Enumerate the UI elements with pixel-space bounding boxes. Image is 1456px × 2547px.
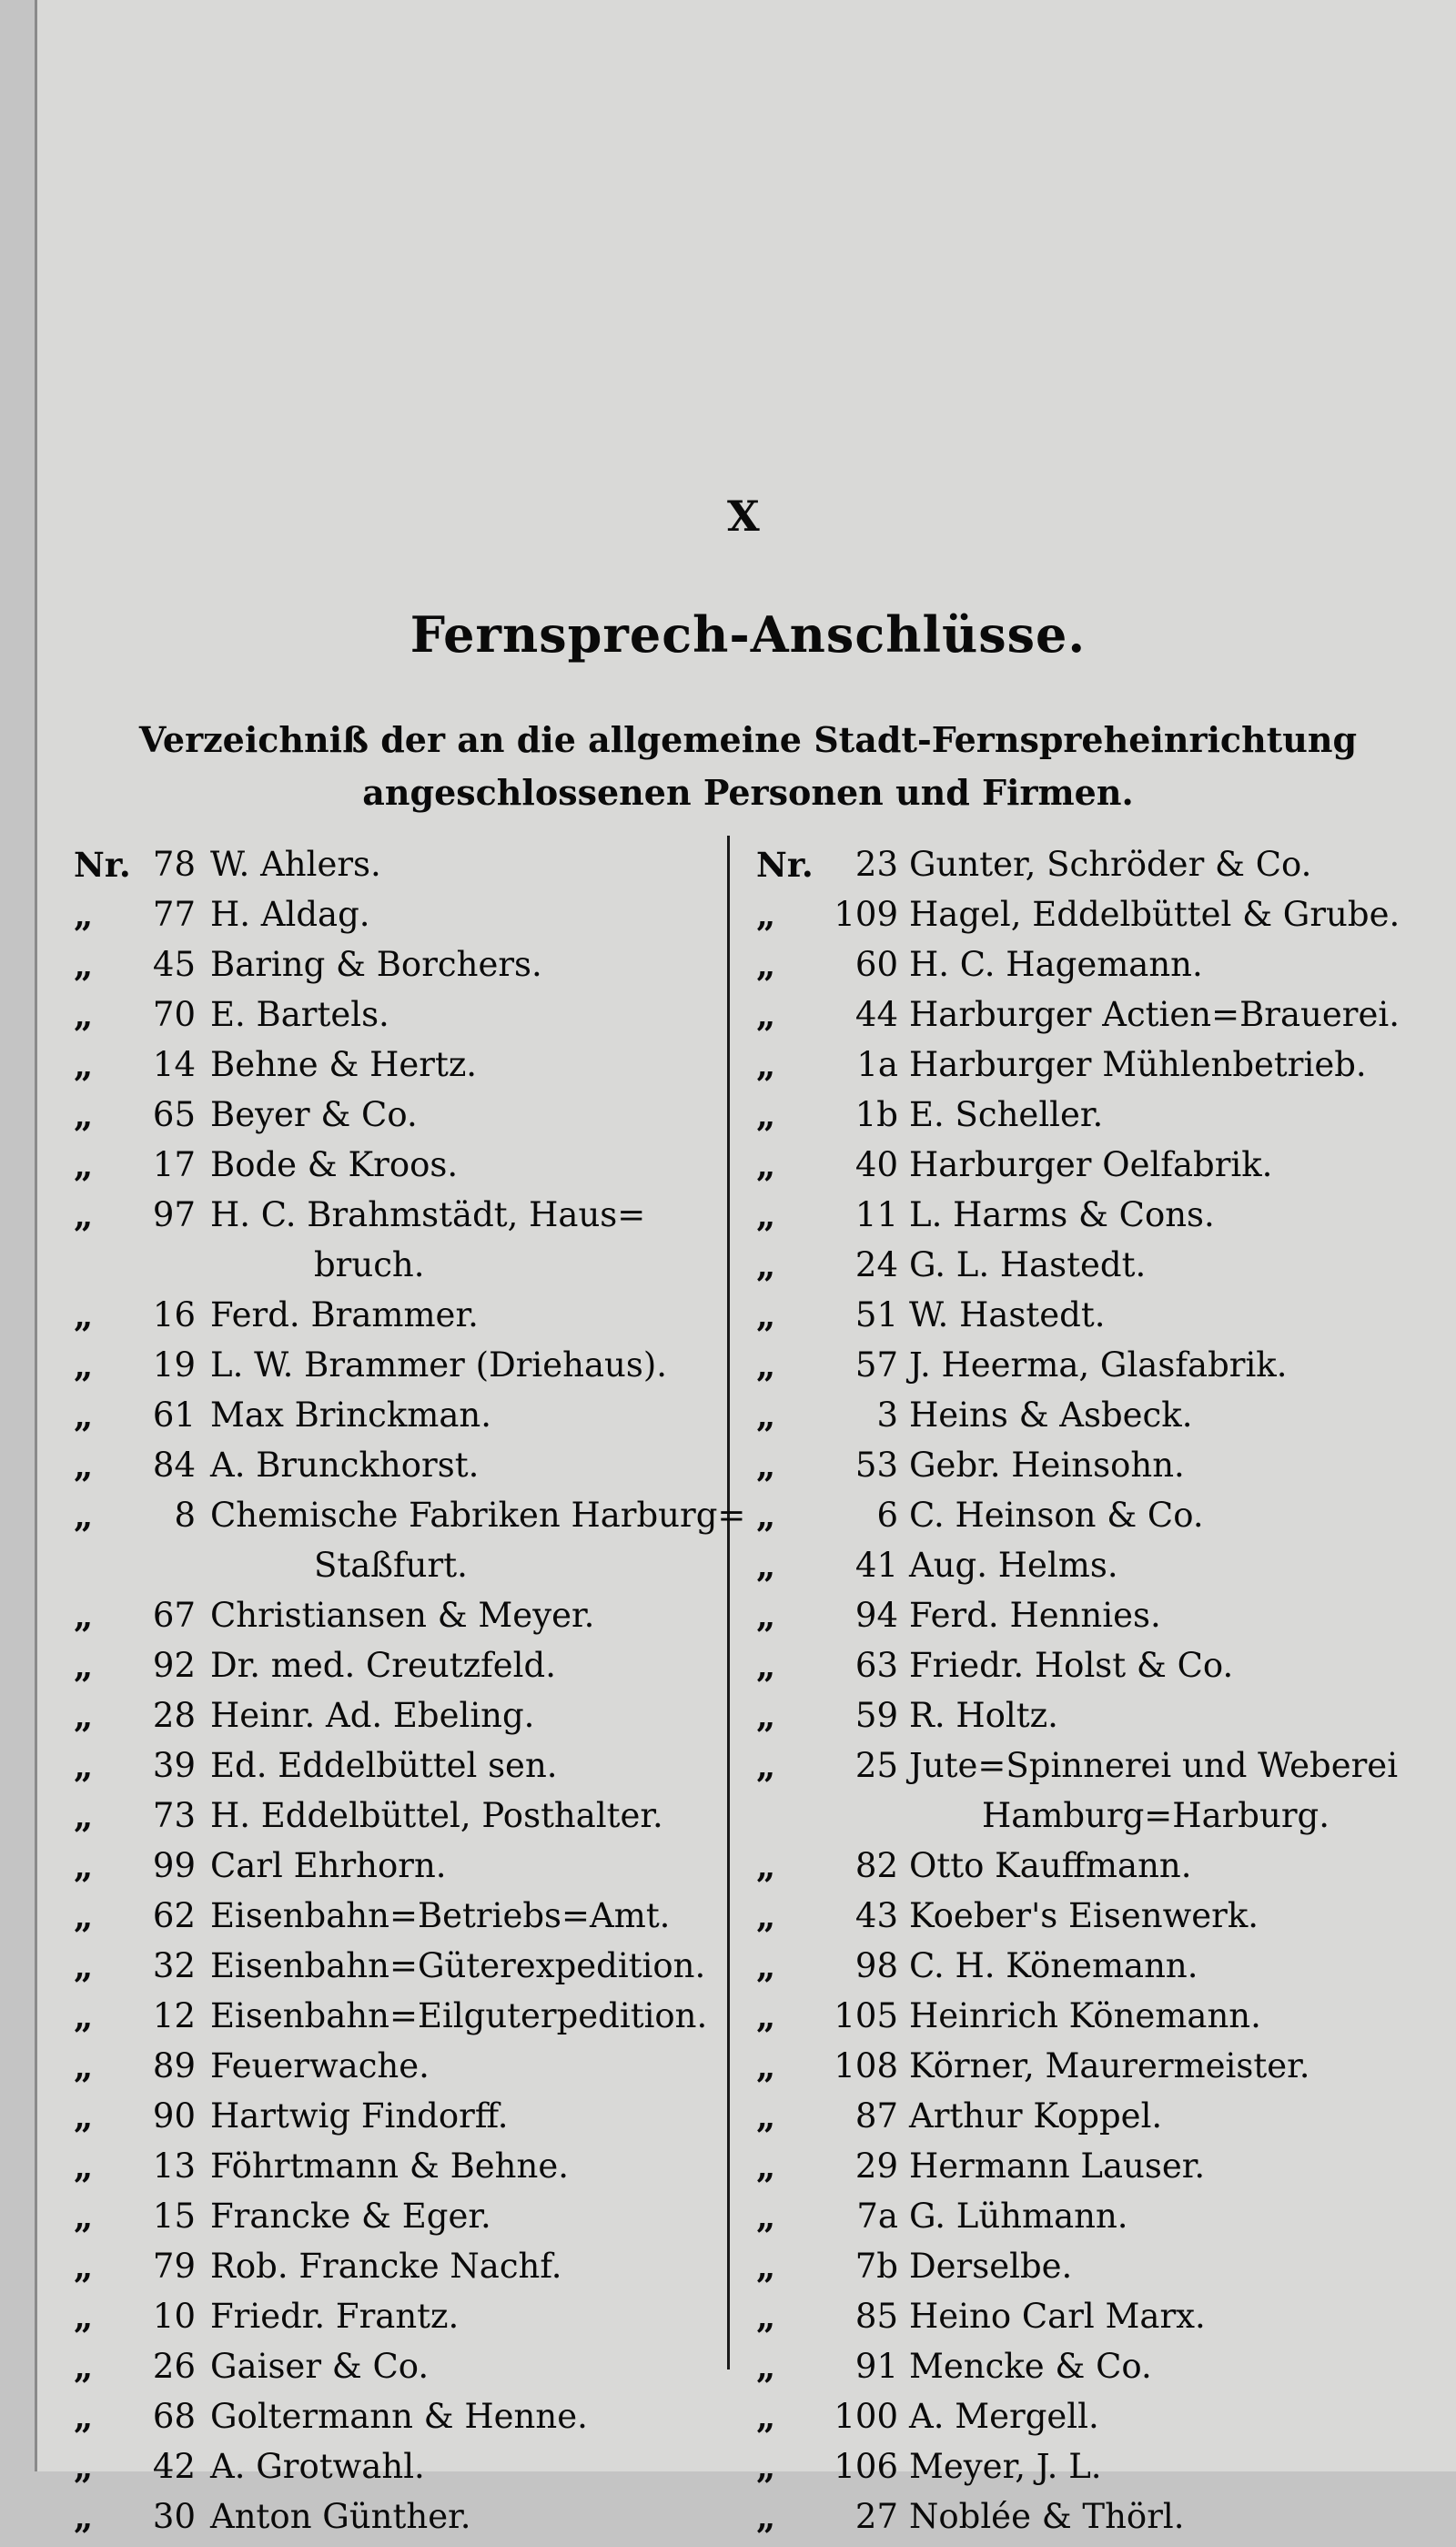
entry-name: Ferd. Brammer.	[210, 1295, 479, 1334]
entry-name: Föhrtmann & Behne.	[210, 2146, 569, 2186]
entry-number: 7a	[856, 2197, 898, 2236]
entry-number: 32	[152, 1946, 196, 1985]
entry-prefix: „	[756, 1596, 776, 1636]
entry-name: Feuerwache.	[210, 2046, 430, 2085]
entry-number: 85	[854, 2297, 898, 2336]
entry-name: Otto Kauffmann.	[909, 1846, 1192, 1885]
directory-entry	[756, 1946, 1456, 1996]
entry-prefix: „	[756, 945, 776, 985]
entry-number: 78	[152, 845, 196, 884]
entry-prefix: „	[74, 1946, 94, 1986]
entry-prefix: „	[74, 1996, 94, 2036]
directory-entry	[74, 1796, 747, 1846]
entry-name: Harburger Oelfabrik.	[909, 1145, 1273, 1184]
entry-prefix: „	[756, 895, 776, 935]
entry-prefix: „	[74, 1095, 94, 1135]
entry-name: Derselbe.	[909, 2247, 1073, 2286]
entry-name: A. Brunckhorst.	[210, 1446, 480, 1485]
directory-entry	[756, 1145, 1456, 1195]
directory-entry	[74, 1496, 747, 1596]
entry-number: 1a	[856, 1045, 898, 1084]
entry-prefix: „	[756, 1846, 776, 1886]
entry-prefix: „	[756, 2046, 776, 2086]
entry-name: Heinrich Könemann.	[909, 1996, 1261, 2035]
directory-entry	[74, 1696, 747, 1746]
entry-number: 79	[152, 2247, 196, 2286]
entry-name: Christiansen & Meyer.	[210, 1596, 595, 1635]
directory-entry	[74, 1746, 747, 1796]
entry-name: Rob. Francke Nachf.	[210, 2247, 562, 2286]
entry-prefix: „	[756, 1646, 776, 1686]
entry-number: 14	[152, 1045, 196, 1084]
directory-entry	[756, 2347, 1456, 2397]
directory-entry	[74, 2397, 747, 2447]
entry-number: 77	[152, 895, 196, 934]
directory-entry	[74, 1446, 747, 1496]
entry-number: 45	[152, 945, 196, 984]
directory-entry	[74, 945, 747, 995]
entry-name: R. Holtz.	[909, 1696, 1058, 1735]
directory-entry	[756, 945, 1456, 995]
entry-prefix: „	[74, 1896, 94, 1936]
entry-prefix: „	[756, 1095, 776, 1135]
entry-number: 91	[854, 2347, 898, 2386]
directory-entry	[756, 1746, 1456, 1846]
entry-name: Baring & Borchers.	[210, 945, 542, 984]
directory-entry	[74, 2146, 747, 2197]
entry-number: 97	[152, 1195, 196, 1234]
entry-number: 59	[854, 1696, 898, 1735]
entry-number: 70	[152, 995, 196, 1034]
entry-name: A. Grotwahl.	[210, 2447, 425, 2486]
entry-prefix: „	[756, 2447, 776, 2487]
entry-name: Behne & Hertz.	[210, 1045, 478, 1084]
directory-entry	[756, 2497, 1456, 2547]
directory-entry	[74, 2447, 747, 2497]
entry-name: Anton Günther.	[210, 2497, 471, 2536]
directory-entry	[756, 1596, 1456, 1646]
entry-name: Friedr. Holst & Co.	[909, 1646, 1234, 1685]
directory-entry	[756, 1345, 1456, 1395]
entry-name: H. C. Brahmstädt, Haus=	[210, 1195, 646, 1234]
entry-prefix: „	[756, 1996, 776, 2036]
directory-entry	[756, 1045, 1456, 1095]
directory-entry	[756, 1295, 1456, 1345]
entry-number: 109	[834, 895, 898, 934]
entry-number: 60	[854, 945, 898, 984]
entry-number: 73	[152, 1796, 196, 1835]
entry-number: 84	[152, 1446, 196, 1485]
directory-entry	[74, 2197, 747, 2247]
entry-number: 13	[152, 2146, 196, 2186]
entry-name: Dr. med. Creutzfeld.	[210, 1646, 556, 1685]
directory-entry	[756, 1896, 1456, 1946]
entry-number: 7b	[854, 2247, 898, 2286]
directory-entry	[74, 2096, 747, 2146]
entry-prefix: Nr.	[756, 845, 814, 885]
entry-prefix: „	[74, 1295, 94, 1335]
entry-number: 44	[854, 995, 898, 1034]
directory-entry	[756, 1696, 1456, 1746]
entry-name: Francke & Eger.	[210, 2197, 491, 2236]
entry-number: 53	[854, 1446, 898, 1485]
directory-entry	[74, 1846, 747, 1896]
directory-entry	[756, 2146, 1456, 2197]
entry-number: 39	[152, 1746, 196, 1785]
entry-number: 61	[152, 1395, 196, 1435]
entry-number: 1b	[854, 1095, 898, 1134]
entry-number: 106	[834, 2447, 898, 2486]
entry-prefix: „	[74, 2096, 94, 2136]
entry-prefix: „	[756, 2096, 776, 2136]
entry-name: Heins & Asbeck.	[909, 1395, 1193, 1435]
entry-prefix: „	[756, 1696, 776, 1736]
directory-entry	[756, 2397, 1456, 2447]
entry-name: C. H. Könemann.	[909, 1946, 1198, 1985]
entry-name: Eisenbahn=Güterexpedition.	[210, 1946, 706, 1985]
entry-number: 82	[854, 1846, 898, 1885]
directory-entry	[756, 2096, 1456, 2146]
directory-entry	[74, 1946, 747, 1996]
entry-name: Körner, Maurermeister.	[909, 2046, 1310, 2085]
entry-number: 99	[152, 1846, 196, 1885]
entry-prefix: „	[74, 1796, 94, 1836]
entry-prefix: „	[74, 2197, 94, 2237]
entry-name: Bode & Kroos.	[210, 1145, 459, 1184]
entry-prefix: „	[756, 1746, 776, 1786]
entry-name: C. Heinson & Co.	[909, 1496, 1204, 1535]
entry-prefix: „	[756, 1245, 776, 1285]
entry-number: 10	[152, 2297, 196, 2336]
entry-prefix: „	[74, 1596, 94, 1636]
directory-page	[35, 0, 1456, 2537]
entry-name: L. W. Brammer (Driehaus).	[210, 1345, 668, 1385]
right-column	[756, 845, 1456, 2547]
directory-entry	[756, 1496, 1456, 1546]
section-mark: X	[727, 492, 760, 541]
entry-prefix: „	[74, 1646, 94, 1686]
entry-prefix: Nr.	[74, 845, 131, 885]
entry-prefix: „	[756, 1395, 776, 1436]
directory-entry	[756, 1195, 1456, 1245]
directory-entry	[74, 1345, 747, 1395]
subtitle-line-1: Verzeichniß der an die allgemeine Stadt-Fernspreheinrichtung	[138, 719, 1358, 760]
left-column	[74, 845, 747, 2547]
entry-name: Hermann Lauser.	[909, 2146, 1206, 2186]
entry-prefix: „	[74, 1195, 94, 1235]
entry-prefix: „	[756, 1946, 776, 1986]
entry-name: L. Harms & Cons.	[909, 1195, 1215, 1234]
entry-name-continuation: Hamburg=Harburg.	[982, 1796, 1330, 1835]
entry-prefix: „	[74, 1145, 94, 1185]
entry-prefix: „	[756, 1145, 776, 1185]
entry-number: 105	[834, 1996, 898, 2035]
entry-prefix: „	[74, 1345, 94, 1385]
entry-number: 62	[152, 1896, 196, 1935]
entry-number: 98	[854, 1946, 898, 1985]
entry-number: 90	[152, 2096, 196, 2136]
entry-number: 87	[854, 2096, 898, 2136]
directory-entry	[74, 1295, 747, 1345]
entry-prefix: „	[756, 2197, 776, 2237]
directory-entry	[756, 845, 1456, 895]
entry-number: 11	[854, 1195, 898, 1234]
entry-number: 65	[152, 1095, 196, 1134]
entry-number: 67	[152, 1596, 196, 1635]
directory-entry	[756, 2297, 1456, 2347]
entry-name: Meyer, J. L.	[909, 2447, 1102, 2486]
directory-entry	[756, 1446, 1456, 1496]
entry-name: Jute=Spinnerei und Weberei	[909, 1746, 1399, 1785]
entry-prefix: „	[756, 995, 776, 1035]
entry-prefix: „	[74, 2447, 94, 2487]
entry-number: 26	[152, 2347, 196, 2386]
entry-name: E. Bartels.	[210, 995, 389, 1034]
directory-entry	[756, 895, 1456, 945]
entry-prefix: „	[74, 895, 94, 935]
directory-entry	[74, 1045, 747, 1095]
entry-prefix: „	[756, 2347, 776, 2387]
directory-entry	[74, 1646, 747, 1696]
entry-number: 3	[876, 1395, 898, 1435]
entry-prefix: „	[756, 1446, 776, 1486]
directory-entry	[74, 2347, 747, 2397]
directory-entry	[756, 1846, 1456, 1896]
entry-number: 15	[152, 2197, 196, 2236]
directory-entry	[74, 1145, 747, 1195]
entry-name: Hagel, Eddelbüttel & Grube.	[909, 895, 1400, 934]
directory-entry	[74, 2497, 747, 2547]
directory-entry	[756, 1646, 1456, 1696]
entry-prefix: „	[756, 1295, 776, 1335]
entry-number: 51	[854, 1295, 898, 1334]
entry-name: Ferd. Hennies.	[909, 1596, 1161, 1635]
entry-name: Arthur Koppel.	[909, 2096, 1163, 2136]
entry-name: Aug. Helms.	[909, 1546, 1118, 1585]
entry-number: 6	[876, 1496, 898, 1535]
entry-name: J. Heerma, Glasfabrik.	[909, 1345, 1288, 1385]
entry-prefix: „	[74, 995, 94, 1035]
entry-name: Goltermann & Henne.	[210, 2397, 588, 2436]
entry-number: 42	[152, 2447, 196, 2486]
entry-prefix: „	[74, 2397, 94, 2437]
entry-number: 92	[152, 1646, 196, 1685]
entry-name: Gunter, Schröder & Co.	[909, 845, 1312, 884]
entry-name: H. Aldag.	[210, 895, 370, 934]
directory-entry	[756, 1546, 1456, 1596]
entry-prefix: „	[756, 1045, 776, 1085]
entry-name: Eisenbahn=Betriebs=Amt.	[210, 1896, 671, 1935]
entry-prefix: „	[74, 1746, 94, 1786]
directory-entry	[756, 1996, 1456, 2046]
entry-prefix: „	[756, 1195, 776, 1235]
entry-name: W. Hastedt.	[909, 1295, 1106, 1334]
entry-number: 89	[152, 2046, 196, 2085]
directory-entry	[74, 2247, 747, 2297]
directory-entry	[74, 1395, 747, 1446]
entry-number: 40	[854, 1145, 898, 1184]
entry-prefix: „	[74, 2046, 94, 2086]
entry-name-continuation: Staßfurt.	[314, 1546, 468, 1585]
entry-prefix: „	[756, 1345, 776, 1385]
entry-prefix: „	[756, 1546, 776, 1586]
entry-name: Koeber's Eisenwerk.	[909, 1896, 1259, 1935]
entry-name: H. C. Hagemann.	[909, 945, 1203, 984]
entry-number: 19	[152, 1345, 196, 1385]
entry-name: Friedr. Frantz.	[210, 2297, 460, 2336]
entry-name: Hartwig Findorff.	[210, 2096, 509, 2136]
entry-number: 23	[854, 845, 898, 884]
entry-number: 108	[834, 2046, 898, 2085]
directory-entry	[756, 2447, 1456, 2497]
directory-entry	[756, 2247, 1456, 2297]
entry-number: 94	[854, 1596, 898, 1635]
subtitle-line-2: angeschlossenen Personen und Firmen.	[362, 772, 1134, 813]
entry-name: W. Ahlers.	[210, 845, 381, 884]
entry-name: G. Lühmann.	[909, 2197, 1128, 2236]
entry-prefix: „	[74, 2247, 94, 2287]
entry-prefix: „	[74, 1846, 94, 1886]
entry-prefix: „	[756, 2497, 776, 2537]
entry-number: 8	[174, 1496, 196, 1535]
entry-number: 27	[854, 2497, 898, 2536]
entry-prefix: „	[74, 1496, 94, 1536]
entry-number: 29	[854, 2146, 898, 2186]
entry-prefix: „	[74, 1045, 94, 1085]
entry-name: E. Scheller.	[909, 1095, 1104, 1134]
entry-name: Chemische Fabriken Harburg=	[210, 1496, 746, 1535]
directory-entry	[74, 895, 747, 945]
entry-number: 43	[854, 1896, 898, 1935]
entry-prefix: „	[756, 2297, 776, 2337]
entry-name: Heino Carl Marx.	[909, 2297, 1206, 2336]
entry-prefix: „	[74, 1696, 94, 1736]
entry-prefix: „	[756, 2146, 776, 2187]
directory-entry	[74, 2297, 747, 2347]
entry-name: Carl Ehrhorn.	[210, 1846, 447, 1885]
directory-entry	[756, 1395, 1456, 1446]
directory-entry	[756, 995, 1456, 1045]
entry-name: A. Mergell.	[909, 2397, 1099, 2436]
directory-entry	[74, 1095, 747, 1145]
entry-number: 100	[834, 2397, 898, 2436]
directory-entry	[74, 1996, 747, 2046]
entry-prefix: „	[74, 1446, 94, 1486]
directory-entry	[756, 2046, 1456, 2096]
entry-number: 41	[854, 1546, 898, 1585]
page-title: Fernsprech-Anschlüsse.	[410, 605, 1087, 664]
entry-prefix: „	[756, 2397, 776, 2437]
entry-prefix: „	[74, 2347, 94, 2387]
entry-prefix: „	[74, 2497, 94, 2537]
directory-entry	[74, 2046, 747, 2096]
entry-name-continuation: bruch.	[314, 1245, 425, 1284]
directory-entry	[756, 1095, 1456, 1145]
entry-name: Harburger Actien=Brauerei.	[909, 995, 1400, 1034]
entry-name: Gaiser & Co.	[210, 2347, 430, 2386]
entry-number: 28	[152, 1696, 196, 1735]
entry-prefix: „	[756, 1896, 776, 1936]
directory-entry	[74, 1596, 747, 1646]
entry-number: 25	[854, 1746, 898, 1785]
directory-entry	[74, 1195, 747, 1295]
entry-name: Heinr. Ad. Ebeling.	[210, 1696, 535, 1735]
entry-name: Gebr. Heinsohn.	[909, 1446, 1185, 1485]
directory-entry	[74, 995, 747, 1045]
entry-name: Max Brinckman.	[210, 1395, 491, 1435]
entry-name: Eisenbahn=Eilguterpedition.	[210, 1996, 708, 2035]
entry-prefix: „	[74, 2297, 94, 2337]
entry-name: Ed. Eddelbüttel sen.	[210, 1746, 558, 1785]
entry-prefix: „	[756, 2247, 776, 2287]
directory-entry	[74, 845, 747, 895]
entry-name: H. Eddelbüttel, Posthalter.	[210, 1796, 663, 1835]
entry-number: 16	[152, 1295, 196, 1334]
directory-entry	[756, 2197, 1456, 2247]
entry-number: 63	[854, 1646, 898, 1685]
entry-number: 24	[854, 1245, 898, 1284]
entry-number: 17	[152, 1145, 196, 1184]
entry-name: Harburger Mühlenbetrieb.	[909, 1045, 1367, 1084]
directory-entry	[74, 1896, 747, 1946]
entry-number: 57	[854, 1345, 898, 1385]
entry-number: 30	[152, 2497, 196, 2536]
entry-prefix: „	[74, 945, 94, 985]
entry-number: 68	[152, 2397, 196, 2436]
entry-name: Mencke & Co.	[909, 2347, 1152, 2386]
directory-entry	[756, 1245, 1456, 1295]
entry-name: Beyer & Co.	[210, 1095, 418, 1134]
entry-number: 12	[152, 1996, 196, 2035]
entry-name: Noblée & Thörl.	[909, 2497, 1185, 2536]
entry-prefix: „	[756, 1496, 776, 1536]
entry-prefix: „	[74, 2146, 94, 2187]
entry-name: G. L. Hastedt.	[909, 1245, 1147, 1284]
entry-prefix: „	[74, 1395, 94, 1436]
